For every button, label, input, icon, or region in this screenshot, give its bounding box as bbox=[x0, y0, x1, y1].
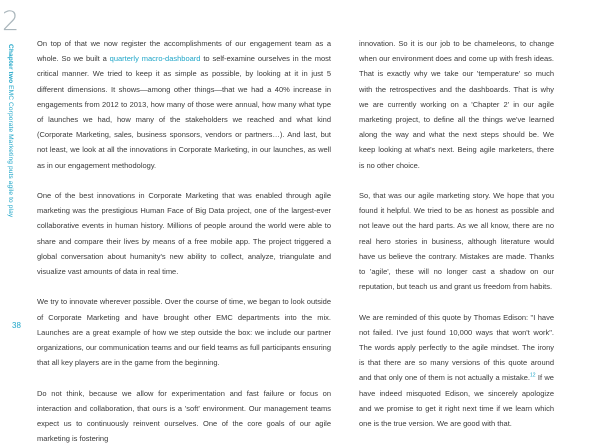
chapter-number: 2 bbox=[2, 6, 20, 37]
footnote-marker[interactable]: 12 bbox=[529, 372, 536, 379]
paragraph-text: We are reminded of this quote by Thomas Edison: "I have not failed. I've just found 10,000 ways that won't work". The words apply perfectly to the agile mindset. The irony is that there are so many versions of this quote around and that only one of them is not actually a mistake. bbox=[359, 312, 554, 383]
left-column bbox=[37, 36, 331, 446]
chapter-title: EMC Corporate Marketing puts agile to play bbox=[7, 85, 14, 218]
paragraph: So, that was our agile marketing story. We hope that you found it helpful. We tried to be as honest as possible and not leave out the hard parts. As we all know, there are no real hero stories in business, although literature would have us believe the contrary. Mistakes are made. Thanks to 'agile', these will no longer cast a shadow on our reputation, but teach us and grant us freedom from habits. bbox=[359, 191, 554, 292]
paragraph-text: If we have indeed misquoted Edison, we sincerely apologize and we promise to get it right next time if we learn which one is the true version. We are good with that. bbox=[359, 373, 554, 429]
right-column bbox=[359, 36, 554, 431]
paragraph-text: On top of that we now register the accomplishments of our engagement team as a whole. So we built a bbox=[37, 39, 331, 64]
paragraph bbox=[37, 36, 331, 173]
dashboard-link[interactable]: quarterly macro-dashboard bbox=[109, 54, 201, 64]
paragraph-text: to self-examine ourselves in the most critical manner. We tried to keep it as simple as possible, by looking at it in just 5 different dimensions. It shows—among other things—that we had a 40% increase in engagements from 2012 to 2013, how many of those were annual, how many what type of launches we had, how many of the stakeholders we reached and what kind (Corporate Marketing, sales, business sponsors, vendors or partners…). And last, but not least, we look at all the innovations in Corporate Marketing, in our launches, as well as in our engagement methodology. bbox=[37, 54, 332, 170]
chapter-side-title bbox=[4, 44, 14, 244]
page-number: 38 bbox=[12, 321, 21, 330]
paragraph bbox=[359, 310, 554, 432]
paragraph: innovation. So it is our job to be chameleons, to change when our environment does and come up with fresh ideas. That is exactly why we take our 'temperature' so much with the retrospectives and the dashboards. That is why we are currently working on a 'Chapter 2' in our agile marketing project, to define all the things we've learned along the way and what the next steps should be. We keep looking at what's next. Being agile marketers, there is no other choice. bbox=[359, 39, 554, 170]
paragraph: One of the best innovations in Corporate Marketing that was enabled through agile marketing was the prestigious Human Face of Big Data project, one of the largest-ever collaborative events in human history. Millions of people around the world were able to share and compare their lives by means of a free mobile app. The project triggered a global conversation about humanity's new ability to collect, analyze, triangulate and visualize vast amounts of data in real time. bbox=[37, 191, 331, 277]
paragraph: Do not think, because we allow for experimentation and fast failure or focus on interaction and collaboration, that ours is a 'soft' environment. Our management teams expect us to continuously reinvent ourselves. One of the core goals of our agile marketing is fostering bbox=[37, 388, 331, 444]
chapter-label: Chapter two bbox=[7, 44, 14, 84]
paragraph: We try to innovate wherever possible. Over the course of time, we began to look outside of Corporate Marketing and have brought other EMC departments into the mix. Launches are a great example of how we step outside the box: we include our partner organizations, our communication teams and our field teams as full participants ensuring that all key players are in the game from the beginning. bbox=[37, 297, 331, 368]
